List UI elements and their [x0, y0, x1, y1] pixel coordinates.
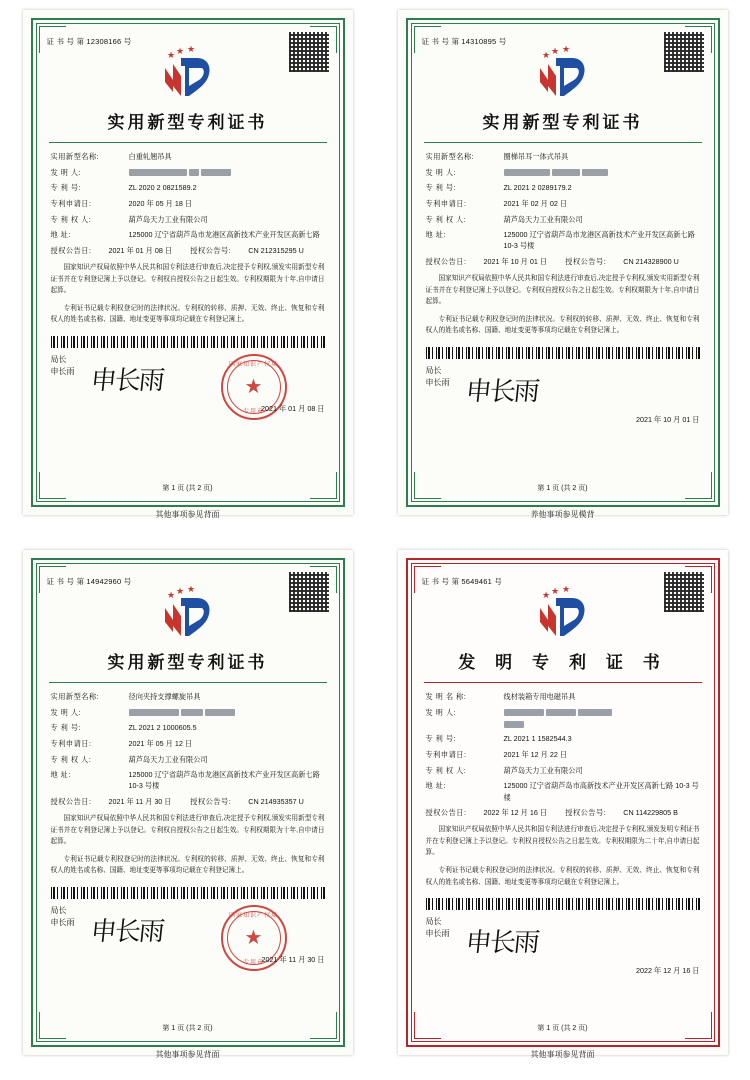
certificate-title: 实用新型专利证书: [107, 113, 268, 133]
field-row: [51, 754, 325, 765]
field-value: ZL 2021 2 1000605.5: [128, 723, 197, 733]
handwritten-signature: 申长雨: [88, 916, 164, 947]
certificate-cell-4: [375, 540, 750, 1080]
cnipa-emblem-icon: [47, 46, 329, 102]
svg-text:★: ★: [541, 590, 550, 600]
cnipa-emblem-icon: [422, 46, 704, 102]
field-value: 葫芦岛天力工业有限公司: [503, 214, 583, 224]
field-label: 专 利 权 人:: [425, 214, 467, 224]
seal-bottom-text: 专用章: [242, 959, 264, 966]
field-list: [47, 691, 329, 807]
signature-row: [422, 365, 704, 431]
field-label: 发 明 人:: [50, 167, 82, 177]
field-label: 实用新型名称:: [425, 152, 475, 161]
svg-text:★: ★: [186, 46, 195, 54]
field-value-redacted: [504, 707, 700, 729]
barcode: [426, 898, 700, 910]
field-value: ZL 2021 1 1582544.3: [503, 734, 572, 744]
svg-text:★: ★: [550, 46, 559, 56]
qr-code-icon[interactable]: [664, 32, 704, 72]
field-label: 专利申请日:: [50, 738, 92, 748]
paragraph-2: 专利证书记载专利权登记时的法律状况。专利权的转移、质押、无效、终止、恢复和专利权人的姓名或名称、国籍、地址变更等事项均记载在专利登记簿上。: [50, 304, 325, 324]
page-footer: 第 1 页 (共 2 页): [537, 1025, 588, 1032]
field-value: 2021 年 05 月 12 日: [128, 738, 193, 748]
field-row: [51, 691, 325, 702]
field-row: [51, 707, 325, 718]
field-value: 125000 辽宁省葫芦岛市高新技术产业开发区高新七路 10-3 号楼: [503, 781, 699, 802]
handwritten-signature: 申长雨: [463, 928, 539, 959]
signature-row: [47, 905, 329, 971]
paragraph-2: 专利证书记载专利权登记时的法律状况。专利权的转移、质押、无效、终止、恢复和专利权人的姓名或名称、国籍、地址变更等事项均记载在专利登记簿上。: [50, 855, 325, 875]
director-label: 局长 申长雨: [425, 917, 450, 939]
divider: [49, 682, 327, 683]
barcode: [51, 887, 325, 899]
issue-date: 2021 年 11 月 30 日: [261, 954, 325, 964]
field-row: [426, 214, 700, 225]
field-value: 圈梯吊耳一体式吊具: [503, 152, 569, 161]
field-value: 葫芦岛天力工业有限公司: [128, 214, 208, 224]
field-value: 葫芦岛天力工业有限公司: [503, 765, 583, 775]
grant-date-value: 2022 年 12 月 16 日: [483, 808, 548, 818]
field-label: 发 明 人:: [50, 707, 82, 717]
field-row: [426, 780, 700, 802]
field-list: [422, 691, 704, 818]
paragraph-2: 专利证书记载专利权登记时的法律状况。专利权的转移、质押、无效、终止、恢复和专利权人的姓名或名称、国籍、地址变更等事项均记载在专利登记簿上。: [425, 315, 700, 335]
field-row: [51, 151, 325, 162]
field-label: 专 利 权 人:: [50, 754, 92, 764]
page-footer: 第 1 页 (共 2 页): [162, 485, 213, 492]
field-row: [51, 167, 325, 178]
grant-no-value: CN 114229805 B: [623, 808, 678, 818]
cnipa-emblem-icon: [47, 586, 329, 642]
certificate-3[interactable]: [23, 550, 353, 1055]
divider: [424, 682, 702, 683]
svg-text:★: ★: [166, 50, 175, 60]
sheet-footer: 其他事项参见背面: [530, 1050, 595, 1059]
field-value-redacted: [129, 707, 325, 718]
grant-date-label: 授权公告日:: [425, 808, 467, 818]
svg-text:★: ★: [561, 46, 570, 54]
certificate-title: 发 明 专 利 证 书: [458, 653, 667, 673]
grant-row: [51, 796, 325, 807]
page-footer: 第 1 页 (共 2 页): [162, 1025, 213, 1032]
qr-code-icon[interactable]: [289, 32, 329, 72]
field-row: [426, 691, 700, 702]
field-list: [422, 151, 704, 267]
page-footer: 第 1 页 (共 2 页): [537, 485, 588, 492]
field-label: 地 址:: [425, 230, 446, 240]
divider: [424, 142, 702, 143]
field-row: [426, 733, 700, 744]
grant-date-value: 2021 年 01 月 08 日: [108, 245, 173, 255]
field-row: [426, 765, 700, 776]
svg-text:★: ★: [186, 586, 195, 594]
field-row: [426, 151, 700, 162]
field-value: ZL 2020 2 0821589.2: [128, 183, 197, 193]
seal-bottom-text: 专用章: [242, 408, 264, 415]
handwritten-signature: 申长雨: [463, 376, 539, 407]
field-row: [426, 198, 700, 209]
grant-no-label: 授权公告号:: [190, 245, 232, 255]
certificate-4[interactable]: [398, 550, 728, 1055]
seal-top-text: 国家知识产权局: [228, 361, 278, 368]
field-row: [51, 182, 325, 193]
field-row: [51, 229, 325, 240]
certificate-title: 实用新型专利证书: [482, 113, 643, 133]
field-value-redacted: [504, 167, 700, 178]
paragraph-1: 国家知识产权局依照中华人民共和国专利法进行审查后,决定授予专利权,颁发实用新型专利证书并在专利登记簿上予以登记。专利权自授权公告之日起生效。专利权期限为十年,自申请日起算。: [425, 275, 700, 306]
field-value: 葫芦岛天力工业有限公司: [128, 754, 208, 764]
signature-row: [47, 354, 329, 420]
certificate-number: 证 书 号 第 12308166 号: [46, 37, 132, 46]
grant-date-value: 2021 年 10 月 01 日: [483, 257, 548, 267]
director-label: 局长 申长雨: [50, 354, 75, 376]
field-label: 专 利 号:: [50, 183, 82, 193]
field-label: 实用新型名称:: [50, 152, 100, 161]
sheet-footer: 其他事项参见背面: [155, 510, 220, 519]
director-label: 局长 申长雨: [425, 365, 450, 387]
sheet-footer: 养他事项参见模背: [530, 510, 595, 519]
field-row: [51, 738, 325, 749]
field-label: 专 利 权 人:: [425, 765, 467, 775]
certificate-title: 实用新型专利证书: [107, 653, 268, 673]
svg-text:★: ★: [550, 586, 559, 596]
field-row: [426, 229, 700, 251]
seal-top-text: 国家知识产权局: [228, 912, 278, 919]
field-value-redacted: [129, 167, 325, 178]
svg-text:★: ★: [175, 46, 184, 56]
field-label: 地 址:: [50, 230, 71, 240]
field-label: 地 址:: [50, 770, 71, 780]
field-row: [426, 167, 700, 178]
paragraph-1: 国家知识产权局依照中华人民共和国专利法进行审查后,决定授予专利权,颁发实用新型专利证书并在专利登记簿上予以登记。专利权自授权公告之日起生效。专利权期限为十年,自申请日起算。: [50, 815, 325, 846]
certificate-number: 证 书 号 第 14942960 号: [46, 577, 132, 586]
paragraph-2: 专利证书记载专利权登记时的法律状况。专利权的转移、质押、无效、终止、恢复和专利权人的姓名或名称、国籍、地址变更等事项均记载在专利登记簿上。: [425, 867, 700, 886]
svg-text:★: ★: [166, 590, 175, 600]
director-label: 局长 申长雨: [50, 905, 75, 927]
paragraph-1: 国家知识产权局依照中华人民共和国专利法进行审查后,决定授予专利权,颁发实用新型专利证书并在专利登记簿上予以登记。专利权自授权公告之日起生效。专利权期限为十年,自申请日起算。: [50, 264, 325, 295]
grant-date-label: 授权公告日:: [50, 797, 92, 807]
field-label: 专 利 权 人:: [50, 214, 92, 224]
field-value: 125000 辽宁省葫芦岛市龙港区高新技术产业开发区高新七路: [128, 230, 320, 240]
certificate-cell-2: [375, 0, 750, 540]
field-row: [426, 749, 700, 760]
field-label: 专利申请日:: [50, 198, 92, 208]
barcode: [426, 347, 700, 359]
issue-date: 2022 年 12 月 16 日: [635, 966, 700, 976]
field-value: 125000 辽宁省葫芦岛市龙港区高新技术产业开发区高新七路 10-3 号楼: [503, 230, 695, 251]
official-seal-icon: ★ 国家知识产权局 专用章: [221, 905, 287, 971]
field-label: 发 明 名 称:: [425, 692, 467, 701]
barcode: [51, 336, 325, 348]
field-value: 白重轧翘吊具: [128, 152, 172, 161]
field-label: 专 利 号:: [50, 723, 82, 733]
field-label: 发 明 人:: [425, 707, 457, 717]
grant-row: [426, 807, 700, 818]
field-row: [51, 722, 325, 733]
sheet-footer: 其他事项参见背面: [155, 1050, 220, 1059]
field-label: 专 利 号:: [425, 734, 457, 744]
certificate-cell-1: [0, 0, 375, 540]
field-row: [51, 198, 325, 209]
field-value: 125000 辽宁省葫芦岛市龙港区高新技术产业开发区高新七路 10-3 号楼: [128, 770, 320, 791]
certificate-number: 证 书 号 第 14310895 号: [421, 37, 507, 46]
svg-text:★: ★: [561, 586, 570, 594]
paragraph-1: 国家知识产权局依照中华人民共和国专利法进行审查后,决定授予专利权,颁发发明专利证书并在专利登记簿上予以登记。专利权自授权公告之日起生效。专利权期限为二十年,自申请日起算。: [425, 826, 700, 857]
issue-date: 2021 年 10 月 01 日: [635, 414, 700, 424]
grant-no-label: 授权公告号:: [565, 808, 607, 818]
grant-no-value: CN 214328900 U: [623, 257, 679, 267]
field-value: 线材装箱专用电磁吊具: [503, 692, 576, 701]
divider: [49, 142, 327, 143]
grant-date-value: 2021 年 11 月 30 日: [108, 797, 172, 807]
certificate-1[interactable]: [23, 10, 353, 515]
qr-code-icon[interactable]: [664, 572, 704, 612]
field-list: [47, 151, 329, 256]
handwritten-signature: 申长雨: [88, 365, 164, 396]
grant-row: [51, 245, 325, 256]
field-label: 专利申请日:: [425, 750, 467, 760]
qr-code-icon[interactable]: [289, 572, 329, 612]
field-value: 2020 年 05 月 18 日: [128, 198, 193, 208]
field-value: 径向夹持支撑螺旋吊具: [128, 692, 201, 701]
grant-no-value: CN 214935357 U: [248, 797, 304, 807]
field-value: 2021 年 12 月 22 日: [503, 750, 568, 760]
certificate-cell-3: [0, 540, 375, 1080]
field-label: 专 利 号:: [425, 183, 457, 193]
grant-no-value: CN 212315295 U: [248, 245, 304, 255]
certificate-2[interactable]: [398, 10, 728, 515]
grant-date-label: 授权公告日:: [425, 257, 467, 267]
field-row: [426, 707, 700, 729]
grant-no-label: 授权公告号:: [565, 257, 607, 267]
grant-no-label: 授权公告号:: [190, 797, 232, 807]
svg-text:★: ★: [175, 586, 184, 596]
field-label: 专利申请日:: [425, 198, 467, 208]
field-label: 实用新型名称:: [50, 692, 100, 701]
issue-date: 2021 年 01 月 08 日: [260, 403, 325, 413]
field-label: 地 址:: [425, 781, 446, 791]
field-label: 发 明 人:: [425, 167, 457, 177]
grant-row: [426, 256, 700, 267]
field-row: [51, 214, 325, 225]
field-value: ZL 2021 2 0289179.2: [503, 183, 572, 193]
certificate-number: 证 书 号 第 5649461 号: [421, 577, 503, 586]
svg-text:★: ★: [541, 50, 550, 60]
field-row: [426, 182, 700, 193]
field-value: 2021 年 02 月 02 日: [503, 198, 568, 208]
official-seal-icon: ★ 国家知识产权局 专用章: [221, 354, 287, 420]
grant-date-label: 授权公告日:: [50, 245, 92, 255]
signature-row: [422, 916, 704, 982]
field-row: [51, 769, 325, 791]
cnipa-emblem-icon: [422, 586, 704, 642]
